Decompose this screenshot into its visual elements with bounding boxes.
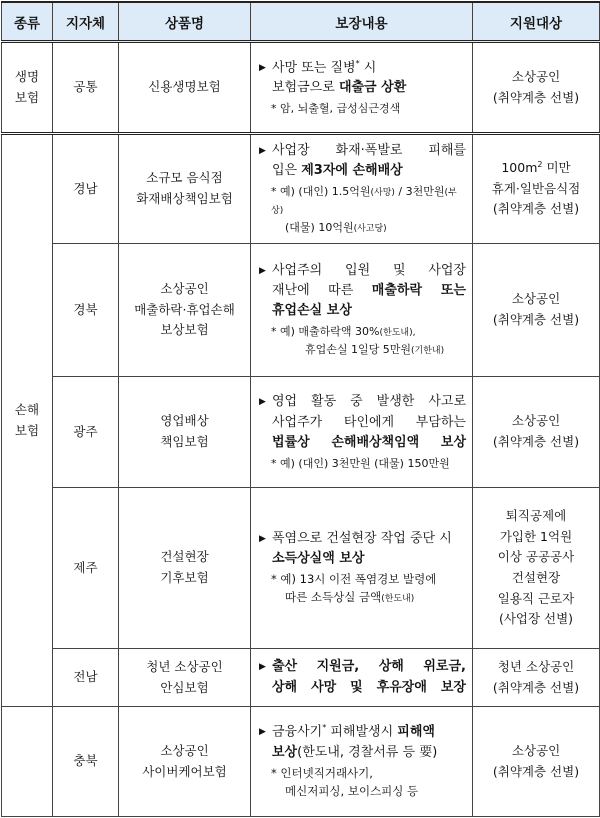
- triangle-bullet-icon: ▶: [259, 146, 266, 156]
- region-cell: 충북: [53, 707, 119, 817]
- region-cell: 공통: [53, 42, 119, 134]
- coverage-cell: ▶ 사업장 화재·폭발로 피해를 입은 제3자에 손해배상 * 예) (대인) 1.5억원(사망) / 3천만원(부상) (대물) 10억원(사고당): [251, 134, 473, 244]
- product-cell: 건설현장 기후보험: [119, 488, 251, 649]
- product-cell: 소상공인 매출하락·휴업손해 보상보험: [119, 244, 251, 377]
- table-row: [2, 134, 600, 244]
- triangle-bullet-icon: ▶: [259, 534, 266, 545]
- table-row: [2, 244, 600, 377]
- product-cell: 소규모 음식점 화재배상책임보험: [119, 134, 251, 244]
- target-cell: 청년 소상공인 (취약계층 선별): [473, 649, 600, 707]
- header-type: 종류: [2, 2, 53, 42]
- type-cell-continuation: [2, 707, 53, 817]
- coverage-cell: ▶ 영업 활동 중 발생한 사고로 사업주가 타인에게 부담하는 법률상 손해배상책임액 보상 * 예) (대인) 3천만원 (대물) 150만원: [251, 377, 473, 488]
- table-row: [2, 377, 600, 488]
- coverage-note: * 인터넷직거래사기, 메신저피싱, 보이스피싱 등: [271, 766, 419, 798]
- target-cell: 소상공인 (취약계층 선별): [473, 377, 600, 488]
- table-row: [2, 42, 600, 134]
- coverage-cell: ▶ 출산 지원금, 상해 위로금, 상해 사망 및 후유장애 보장: [251, 649, 473, 707]
- product-cell: 소상공인 사이버케어보험: [119, 707, 251, 817]
- coverage-cell: ▶ 사업주의 입원 및 사업장 재난에 따른 매출하락 또는 휴업손실 보상 * 예) 매출하락액 30%(한도내), 휴업손실 1일당 5만원(기한내): [251, 244, 473, 377]
- triangle-bullet-icon: ▶: [259, 397, 266, 408]
- product-cell: 청년 소상공인 안심보험: [119, 649, 251, 707]
- table-row: [2, 488, 600, 649]
- header-row: [2, 2, 600, 42]
- product-cell: 신용생명보험: [119, 42, 251, 134]
- target-cell: 소상공인 (취약계층 선별): [473, 244, 600, 377]
- target-cell: 소상공인 (취약계층 선별): [473, 707, 600, 817]
- target-cell: $100m^2$ 미만 휴게·일반음식점 (취약계층 선별): [473, 134, 600, 244]
- type-cell-nonlife: 손해 보험: [2, 134, 53, 707]
- table-row: [2, 649, 600, 707]
- table-row: [2, 707, 600, 817]
- region-cell: 경남: [53, 134, 119, 244]
- coverage-cell: ▶ 폭염으로 건설현장 작업 중단 시 소득상실액 보상 * 예) 13시 이전 폭염경보 발령에 따른 소득상실 금액(한도내): [251, 488, 473, 649]
- header-product: 상품명: [119, 2, 251, 42]
- region-cell: 경북: [53, 244, 119, 377]
- coverage-cell: ▶ 사망 또는 질병* 시 보험금으로 대출금 상환 * 암, 뇌출혈, 급성심근경색: [251, 42, 473, 134]
- region-cell: 제주: [53, 488, 119, 649]
- insurance-table: [1, 1, 600, 707]
- triangle-bullet-icon: ▶: [259, 727, 266, 738]
- product-cell: 영업배상 책임보험: [119, 377, 251, 488]
- triangle-bullet-icon: ▶: [259, 62, 266, 73]
- coverage-note: * 예) 13시 이전 폭염경보 발령에 따른 소득상실 금액(한도내): [271, 572, 437, 605]
- target-cell: 퇴직공제에 가입한 1억원 이상 공공공사 건설현장 일용직 근로자 (사업장 선별): [473, 488, 600, 649]
- region-cell: 전남: [53, 649, 119, 707]
- type-cell-life: 생명 보험: [2, 42, 53, 134]
- coverage-note: * 예) (대인) 1.5억원(사망) / 3천만원(부상) (대물) 10억원(사고당): [271, 185, 457, 235]
- target-cell: 소상공인 (취약계층 선별): [473, 42, 600, 134]
- insurance-table-tail: [1, 706, 600, 817]
- coverage-cell: ▶ 금융사기* 피해발생시 피해액 보상(한도내, 경찰서류 등 要) * 인터넷직거래사기, 메신저피싱, 보이스피싱 등: [251, 707, 473, 817]
- header-target: 지원대상: [473, 2, 600, 42]
- coverage-note: * 암, 뇌출혈, 급성심근경색: [271, 102, 401, 116]
- coverage-note: * 예) 매출하락액 30%(한도내), 휴업손실 1일당 5만원(기한내): [271, 325, 445, 357]
- triangle-bullet-icon: ▶: [259, 265, 266, 276]
- triangle-bullet-icon: ▶: [259, 662, 266, 673]
- coverage-note: * 예) (대인) 3천만원 (대물) 150만원: [271, 456, 450, 470]
- header-coverage: 보장내용: [251, 2, 473, 42]
- region-cell: 광주: [53, 377, 119, 488]
- header-region: 지자체: [53, 2, 119, 42]
